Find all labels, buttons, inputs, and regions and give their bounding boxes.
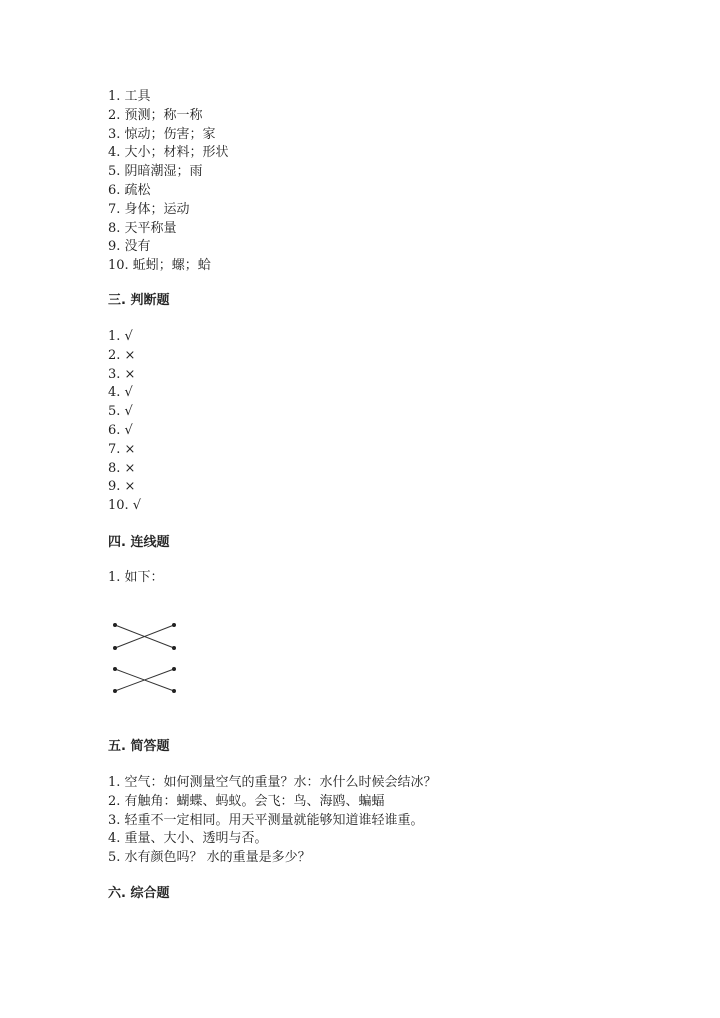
answer-line: 2. × bbox=[108, 347, 136, 363]
endpoint-dot bbox=[113, 646, 117, 650]
endpoint-dot bbox=[172, 667, 176, 671]
cross-pair-top bbox=[115, 625, 174, 648]
answer-line: 6. 疏松 bbox=[108, 182, 151, 198]
endpoint-dot bbox=[113, 689, 117, 693]
answer-line: 3. × bbox=[108, 366, 136, 382]
section-heading-combo: 六. 综合题 bbox=[108, 886, 170, 901]
short-answer-answers bbox=[108, 774, 437, 868]
endpoint-dot bbox=[113, 667, 117, 671]
endpoint-dot bbox=[172, 689, 176, 693]
endpoint-dot bbox=[172, 646, 176, 650]
endpoint-dot bbox=[172, 623, 176, 627]
answer-line: 8. 天平称量 bbox=[108, 220, 177, 236]
answer-line: 5. 水有颜色吗？ 水的重量是多少？ bbox=[108, 850, 311, 866]
answer-line: 2. 有触角：蝴蝶、蚂蚁。会飞：鸟、海鸥、蝙蝠 bbox=[108, 793, 385, 809]
answer-line: 8. × bbox=[108, 460, 136, 476]
answer-line: 4. √ bbox=[108, 385, 133, 401]
answer-line: 10. √ bbox=[108, 498, 142, 514]
matching-lines-diagram bbox=[108, 615, 183, 700]
answer-line: 9. 没有 bbox=[108, 239, 151, 255]
answer-line: 1. 空气：如何测量空气的重量？水：水什么时候会结冰？ bbox=[108, 775, 437, 790]
answer-line: 2. 预测；称一称 bbox=[108, 107, 203, 123]
answer-line: 10. 蚯蚓；螺；蛤 bbox=[108, 258, 211, 274]
fill-in-answers bbox=[108, 88, 229, 276]
answer-line: 1. √ bbox=[108, 329, 133, 344]
endpoint-dot bbox=[113, 623, 117, 627]
answer-line: 3. 惊动；伤害；家 bbox=[108, 126, 216, 142]
section-heading-short-answer: 五. 简答题 bbox=[108, 739, 170, 754]
section-heading-judge: 三. 判断题 bbox=[108, 293, 170, 308]
answer-line: 4. 大小；材料；形状 bbox=[108, 145, 229, 161]
answer-line: 1. 如下： bbox=[108, 570, 164, 585]
answer-line: 6. √ bbox=[108, 422, 133, 438]
cross-pair-bottom bbox=[115, 669, 174, 691]
answer-line: 7. × bbox=[108, 441, 136, 457]
answer-line: 3. 轻重不一定相同。用天平测量就能够知道谁轻谁重。 bbox=[108, 812, 424, 828]
judge-answers bbox=[108, 328, 141, 516]
answer-line: 5. 阴暗潮湿；雨 bbox=[108, 164, 203, 180]
answer-line: 5. √ bbox=[108, 404, 133, 420]
section-heading-match: 四. 连线题 bbox=[108, 535, 170, 550]
answer-line: 4. 重量、大小、透明与否。 bbox=[108, 831, 268, 847]
answer-line: 1. 工具 bbox=[108, 89, 151, 104]
answer-line: 9. × bbox=[108, 479, 136, 495]
match-answers bbox=[108, 569, 164, 588]
answer-line: 7. 身体；运动 bbox=[108, 201, 190, 217]
